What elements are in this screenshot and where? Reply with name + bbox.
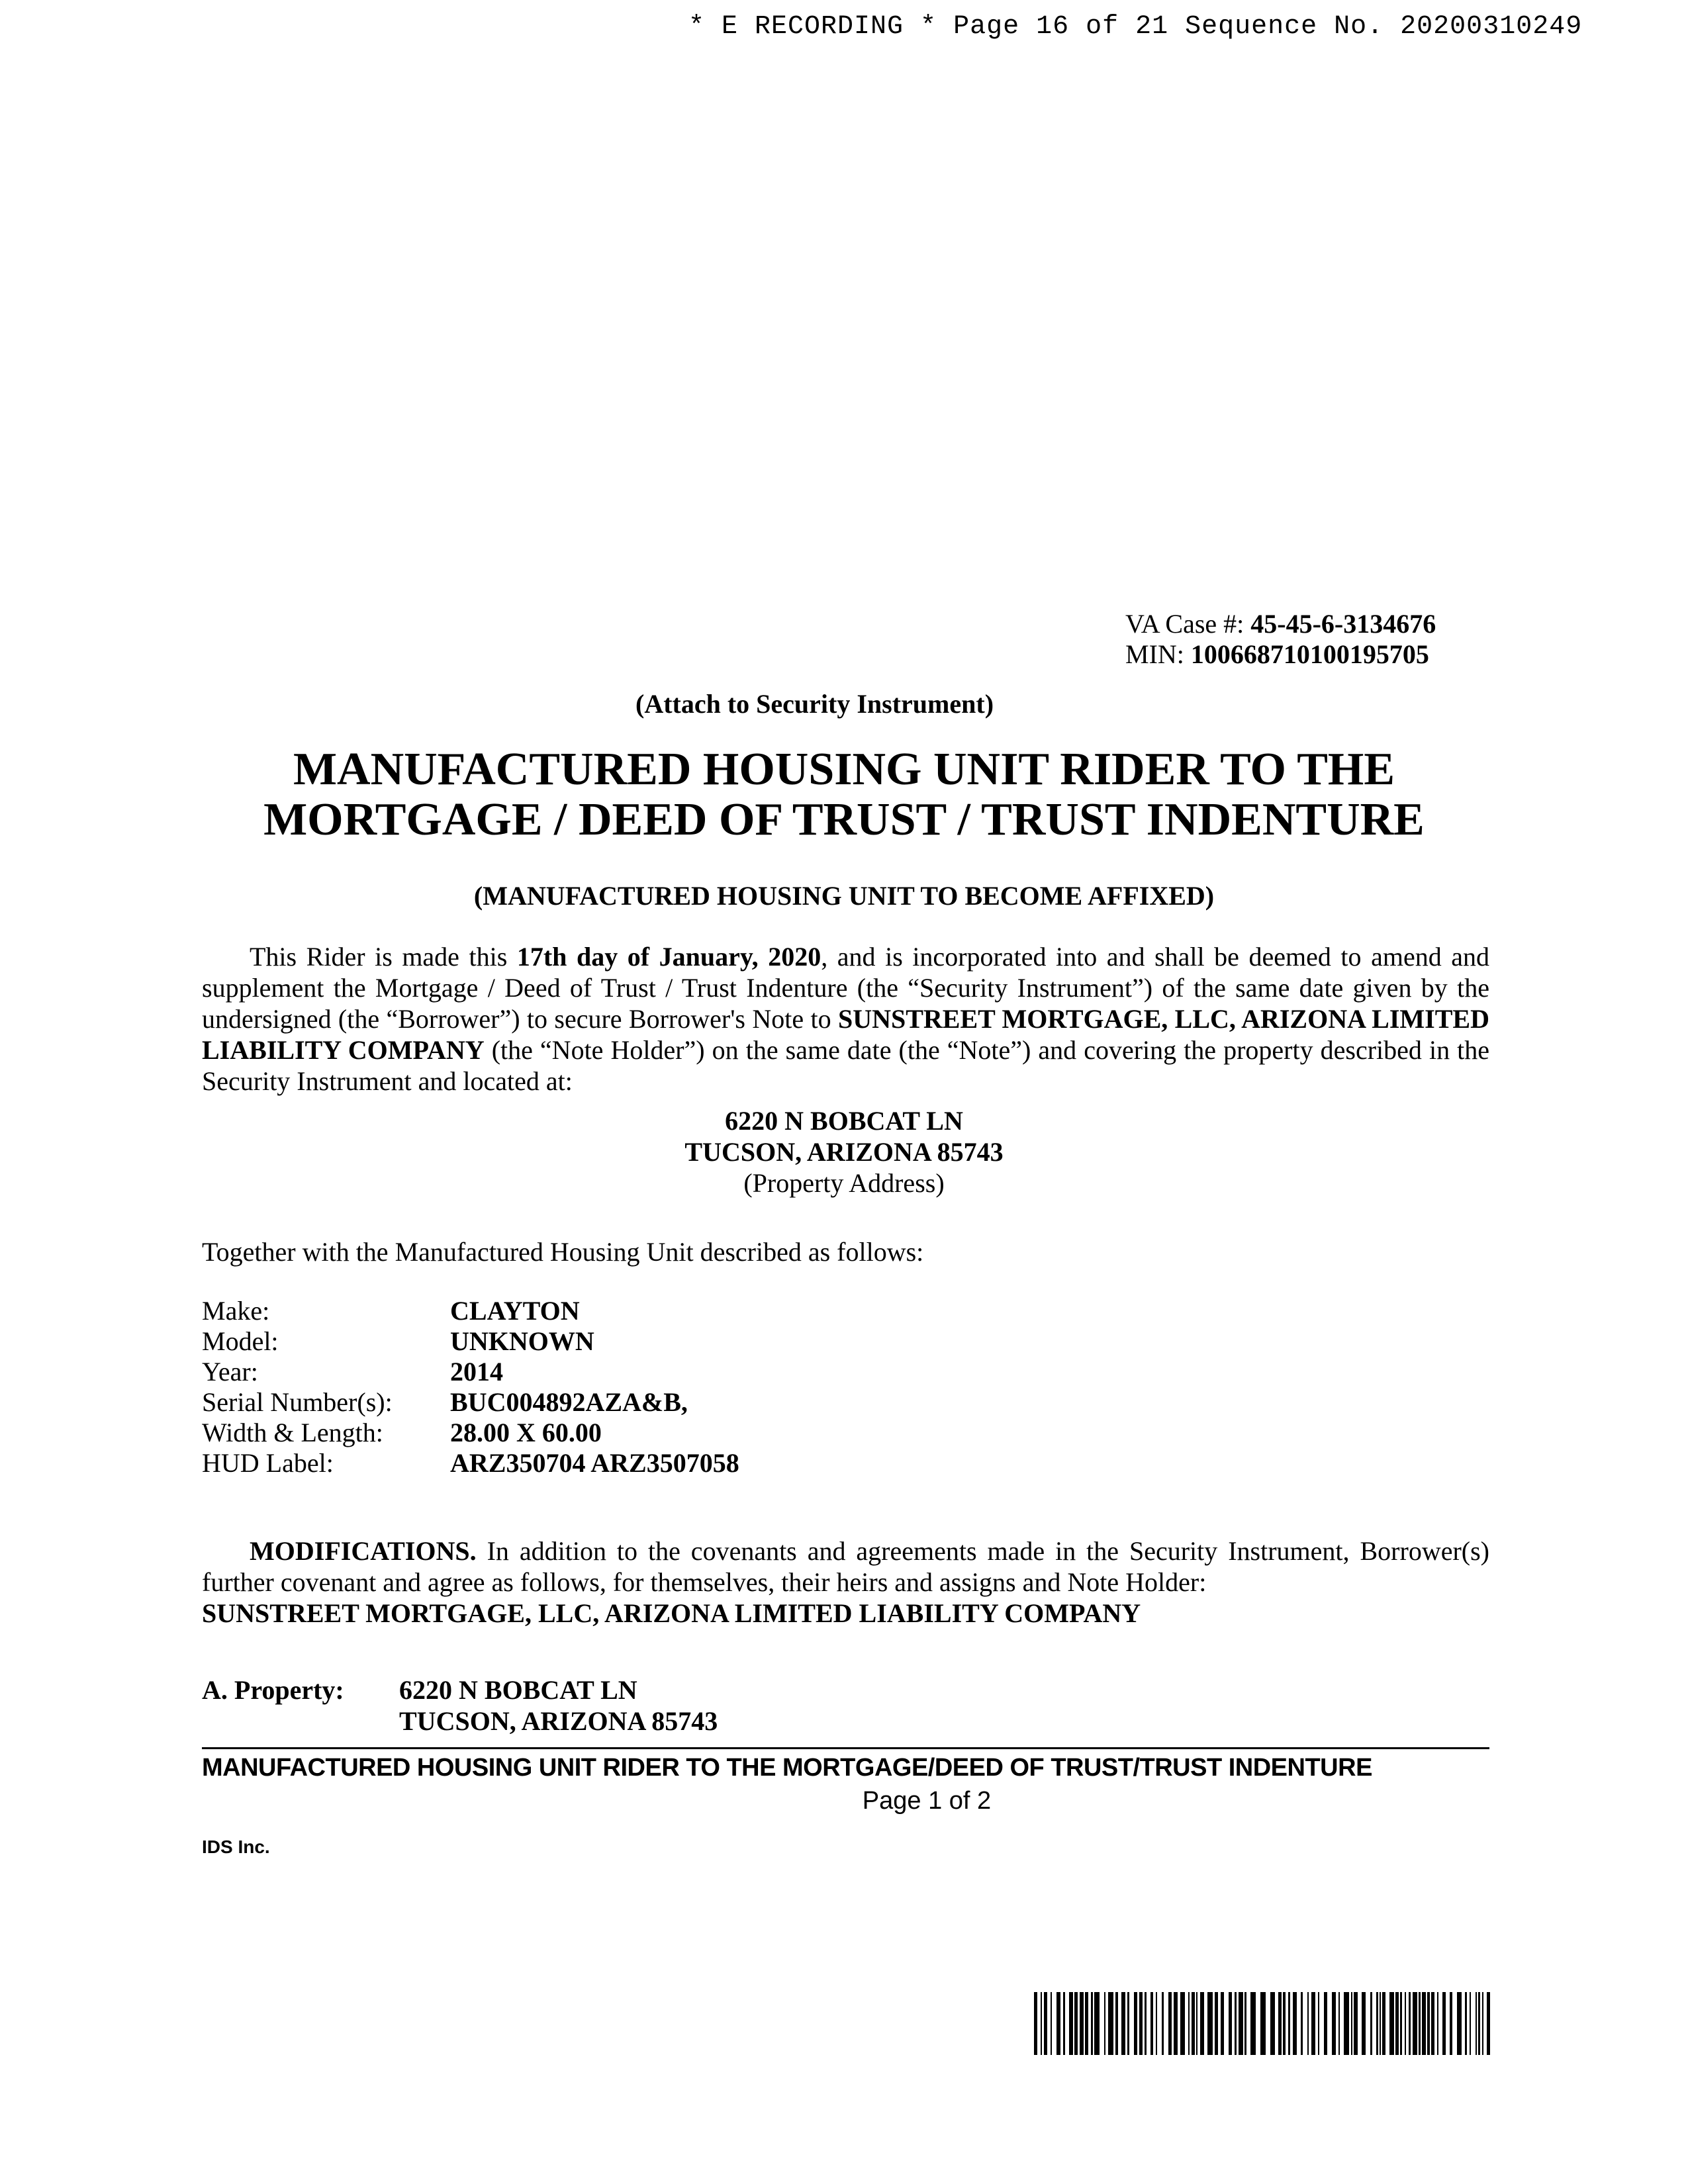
barcode-bar	[1074, 1992, 1078, 2055]
barcode-bar	[1380, 1992, 1381, 2055]
unit-row-year	[202, 1357, 996, 1387]
barcode-bar	[1318, 1992, 1319, 2055]
barcode-bar	[1457, 1992, 1462, 2055]
unit-row-model	[202, 1326, 996, 1357]
property-label: A. Property:	[202, 1675, 344, 1705]
property-line-1: 6220 N BOBCAT LN	[399, 1675, 637, 1705]
barcode-bar	[1354, 1992, 1358, 2055]
unit-value: CLAYTON	[450, 1296, 580, 1326]
barcode-bar	[1063, 1992, 1065, 2055]
barcode-bar	[1283, 1992, 1286, 2055]
barcode-bar	[1324, 1992, 1327, 2055]
unit-label: Year:	[202, 1357, 258, 1387]
barcode-bar	[1115, 1992, 1118, 2055]
barcode-bar	[1413, 1992, 1417, 2055]
case-numbers	[1125, 609, 1496, 670]
intro-text-3: (the “Note Holder”) on the same date (the “Note”) and covering the property described in the Security Instrument and located at:	[202, 1035, 1489, 1096]
barcode-bar	[1478, 1992, 1480, 2055]
unit-label: HUD Label:	[202, 1448, 334, 1478]
document-title	[199, 745, 1489, 845]
barcode-bar	[1094, 1992, 1100, 2055]
modifications-text: In addition to the covenants and agreements made in the Security Instrument, Borrower(s) further covenant and agree as follows, for themselves, their heirs and assigns and Note Holder:	[202, 1536, 1489, 1597]
barcode-bar	[1156, 1992, 1157, 2055]
barcode-bar	[1419, 1992, 1421, 2055]
unit-value: BUC004892AZA&B,	[450, 1387, 688, 1417]
barcode-bar	[1188, 1992, 1190, 2055]
barcode-bar	[1431, 1992, 1434, 2055]
modifications-paragraph	[202, 1535, 1489, 1629]
footer-divider	[202, 1747, 1489, 1749]
property-section	[202, 1674, 1129, 1737]
barcode-bar	[1069, 1992, 1073, 2055]
note-holder-name: SUNSTREET MORTGAGE, LLC, ARIZONA LIMITED LIABILITY COMPANY	[202, 1598, 1141, 1628]
va-case-line	[1125, 609, 1496, 639]
barcode-bar	[1382, 1992, 1385, 2055]
barcode-bar	[1442, 1992, 1446, 2055]
unit-value: UNKNOWN	[450, 1326, 594, 1356]
barcode-bar	[1270, 1992, 1275, 2055]
intro-paragraph	[202, 941, 1489, 1097]
footer-title: MANUFACTURED HOUSING UNIT RIDER TO THE MORTGAGE/DEED OF TRUST/TRUST INDENTURE	[202, 1754, 1372, 1782]
barcode-bar	[1180, 1992, 1185, 2055]
unit-value: ARZ350704 ARZ3507058	[450, 1448, 739, 1478]
barcode-bar	[1145, 1992, 1147, 2055]
barcode-bar	[1400, 1992, 1402, 2055]
barcode-bar	[1250, 1992, 1256, 2055]
barcode-icon	[1034, 1992, 1491, 2055]
property-address-block	[463, 1105, 1225, 1199]
barcode-bar	[1301, 1992, 1303, 2055]
intro-text-2: , and is incorporated into and shall be deemed to amend and supplement the Mortgage / Deed of Trust / Trust Indenture (the “Security Instrument”) of the same date given by the undersigned (the “Borrower”) to secure Borrower's Note to	[202, 942, 1490, 1034]
barcode-bar	[1351, 1992, 1352, 2055]
barcode-bar	[1332, 1992, 1336, 2055]
barcode-bar	[1034, 1992, 1037, 2055]
va-case-label: VA Case #:	[1125, 609, 1251, 639]
unit-label: Serial Number(s):	[202, 1387, 393, 1417]
barcode-bar	[1044, 1992, 1047, 2055]
unit-row-hud-label	[202, 1448, 996, 1479]
intro-text-1: This Rider is made this	[250, 942, 517, 972]
document-subtitle: (MANUFACTURED HOUSING UNIT TO BECOME AFFIXED)	[473, 881, 1215, 911]
barcode-bar	[1395, 1992, 1399, 2055]
lender-name: SUNSTREET MORTGAGE, LLC, ARIZONA LIMITED LIABILITY COMPANY	[202, 1004, 1489, 1065]
recording-header: * E RECORDING * Page 16 of 21 Sequence No. 20200310249	[688, 12, 1583, 42]
barcode-bar	[1293, 1992, 1297, 2055]
barcode-bar	[1487, 1992, 1490, 2055]
barcode-bar	[1482, 1992, 1483, 2055]
min-line	[1125, 639, 1496, 670]
together-statement: Together with the Manufactured Housing Unit described as follows:	[202, 1237, 924, 1267]
barcode-bar	[1229, 1992, 1232, 2055]
property-row-2	[202, 1706, 1129, 1737]
ids-imprint: IDS Inc.	[202, 1837, 270, 1857]
modifications-heading: MODIFICATIONS.	[250, 1536, 477, 1566]
barcode-bar	[1235, 1992, 1237, 2055]
barcode-bar	[1389, 1992, 1394, 2055]
barcode-bar	[1162, 1992, 1164, 2055]
title-line-1: MANUFACTURED HOUSING UNIT RIDER TO THE	[293, 744, 1395, 795]
barcode-bar	[1139, 1992, 1143, 2055]
barcode-bar	[1215, 1992, 1218, 2055]
barcode-bar	[1405, 1992, 1406, 2055]
barcode-bar	[1108, 1992, 1113, 2055]
property-row-1	[202, 1674, 1129, 1706]
barcode-bar	[1437, 1992, 1438, 2055]
va-case-number: 45-45-6-3134676	[1250, 609, 1436, 639]
unit-row-make	[202, 1296, 996, 1326]
min-number: 100668710100195705	[1190, 639, 1429, 669]
property-line-2: TUCSON, ARIZONA 85743	[399, 1706, 718, 1736]
min-label: MIN:	[1125, 639, 1191, 669]
barcode-bar	[1200, 1992, 1204, 2055]
barcode-bar	[1338, 1992, 1340, 2055]
barcode-bar	[1260, 1992, 1266, 2055]
barcode-bar	[1091, 1992, 1093, 2055]
address-line-1: 6220 N BOBCAT LN	[725, 1106, 963, 1136]
barcode-bar	[1409, 1992, 1411, 2055]
barcode-bar	[1051, 1992, 1052, 2055]
barcode-bar	[1239, 1992, 1243, 2055]
unit-description-table	[202, 1296, 996, 1479]
title-line-2: MORTGAGE / DEED OF TRUST / TRUST INDENTURE	[263, 794, 1425, 845]
barcode-bar	[1168, 1992, 1172, 2055]
rider-date: 17th day of January, 2020	[516, 942, 821, 972]
barcode-bar	[1192, 1992, 1195, 2055]
barcode-bar	[1427, 1992, 1430, 2055]
address-caption: (Property Address)	[743, 1168, 945, 1198]
barcode-bar	[1085, 1992, 1088, 2055]
unit-row-serial	[202, 1387, 996, 1418]
barcode-bar	[1150, 1992, 1153, 2055]
barcode-bar	[1288, 1992, 1290, 2055]
barcode-bar	[1174, 1992, 1178, 2055]
barcode-bar	[1104, 1992, 1105, 2055]
page-number: Page 1 of 2	[862, 1787, 992, 1815]
attach-note: (Attach to Security Instrument)	[635, 689, 994, 719]
barcode-bar	[1041, 1992, 1042, 2055]
barcode-bar	[1311, 1992, 1315, 2055]
unit-label: Width & Length:	[202, 1418, 383, 1447]
barcode-bar	[1476, 1992, 1477, 2055]
unit-value: 28.00 X 60.00	[450, 1418, 602, 1447]
barcode-bar	[1376, 1992, 1378, 2055]
barcode-bar	[1207, 1992, 1213, 2055]
barcode-bar	[1470, 1992, 1471, 2055]
unit-label: Model:	[202, 1326, 279, 1356]
unit-value: 2014	[450, 1357, 503, 1387]
barcode-bar	[1196, 1992, 1197, 2055]
barcode-bar	[1465, 1992, 1467, 2055]
barcode-bar	[1244, 1992, 1246, 2055]
unit-label: Make:	[202, 1296, 270, 1326]
barcode-bar	[1121, 1992, 1125, 2055]
barcode-bar	[1134, 1992, 1137, 2055]
address-line-2: TUCSON, ARIZONA 85743	[684, 1137, 1004, 1167]
barcode-bar	[1127, 1992, 1129, 2055]
barcode-bar	[1056, 1992, 1060, 2055]
barcode-bar	[1422, 1992, 1426, 2055]
barcode-bar	[1307, 1992, 1309, 2055]
barcode-bar	[1221, 1992, 1224, 2055]
unit-row-dimensions	[202, 1418, 996, 1448]
barcode-bar	[1344, 1992, 1349, 2055]
barcode-bar	[1370, 1992, 1372, 2055]
barcode-bar	[1080, 1992, 1084, 2055]
barcode-bar	[1362, 1992, 1366, 2055]
barcode-bar	[1278, 1992, 1282, 2055]
barcode-bar	[1450, 1992, 1452, 2055]
